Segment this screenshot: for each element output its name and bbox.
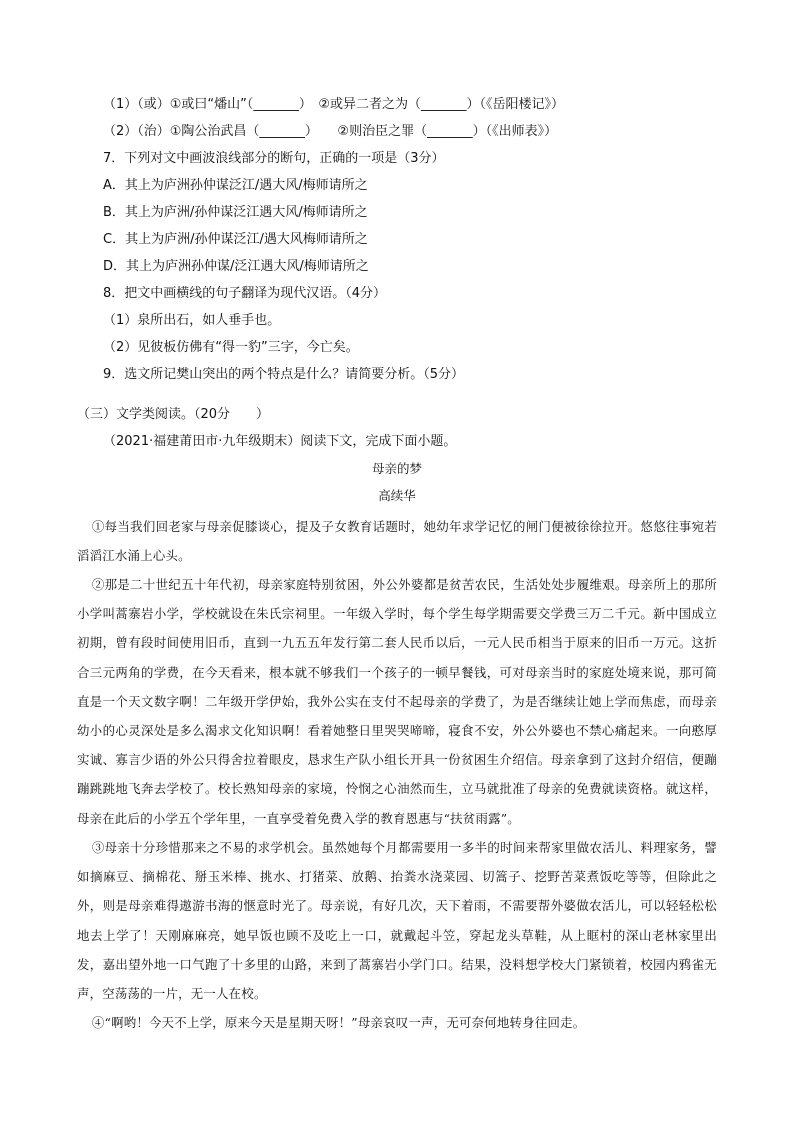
question-8-item-2: （2）见彼板仿佛有“得一豹”三字，今亡矣。 bbox=[103, 340, 359, 355]
question-6-part-2: （2）（治）①陶公治武昌（_______） ②则治臣之罪（_______）（《出师表》） bbox=[103, 124, 558, 139]
section-3-source: （2021·福建莆田市·九年级期末）阅读下文，完成下面小题。 bbox=[103, 434, 457, 449]
article-author: 高续华 bbox=[378, 488, 416, 503]
question-9-stem: 9．选文所记樊山突出的两个特点是什么？请简要分析。（5分） bbox=[103, 367, 465, 382]
article-paragraph-3: ③母亲十分珍惜那来之不易的求学机会。虽然她每个月都需要用一多半的时间来帮家里做农活儿、料理家务，譬如摘麻豆、摘棉花、掰玉米棒、挑水、打猪菜、放鹅、抬粪水浇菜园、切篙子、挖野苦菜煮饭吃等等，但除此之外，则是母亲难得遨游书海的惬意时光了。母亲说，有好几次，天下着雨，不需要帮外婆做农活儿，可以轻轻松松地去上学了！天刚麻麻亮，她早饭也顾不及吃上一口，就戴起斗笠，穿起龙头草鞋，从上眶村的深山老林家里出发，嘉出望外地一口气跑了十多里的山路，来到了蒿寨岩小学门口。结果，没料想学校大门紧锁着，校园内鸦雀无声，空荡荡的一片，无一人在校。 bbox=[77, 840, 717, 1002]
article-paragraph-4: ④“啊哟！今天不上学，原来今天是星期天呀！”母亲哀叹一声，无可奈何地转身往回走。 bbox=[91, 1015, 586, 1030]
question-8-stem: 8．把文中画横线的句子翻译为现代汉语。（4分） bbox=[103, 286, 387, 301]
article-paragraph-1: ①每当我们回老家与母亲促膝谈心，提及子女教育话题时，她幼年求学记忆的闸门便被徐徐拉开。悠悠往事宛若滔滔江水涌上心头。 bbox=[77, 519, 717, 564]
question-7-option-c: C．其上为庐洲/孙仲谋泛江/遇大风梅师请所之 bbox=[103, 232, 368, 247]
question-6-part-1: （1）（或）①或曰“燔山”（_______） ②或异二者之为（_______）（《岳阳楼记》） bbox=[103, 97, 565, 112]
question-7-option-b: B．其上为庐洲/孙仲谋泛江遇大风/梅师请所之 bbox=[103, 205, 368, 220]
question-7-option-a: A．其上为庐洲孙仲谋泛江/遇大风/梅师请所之 bbox=[103, 178, 368, 193]
section-3-heading: （三）文学类阅读。（20分 ） bbox=[77, 407, 270, 422]
question-7-stem: 7．下列对文中画波浪线部分的断句，正确的一项是（3分） bbox=[103, 151, 445, 166]
article-paragraph-2: ②那是二十世纪五十年代初，母亲家庭特别贫困，外公外婆都是贫苦农民，生活处处步履维艰。母亲所上的那所小学叫蒿寨岩小学，学校就设在朱氏宗祠里。一年级入学时，每个学生每学期需要交学费三万二千元。新中国成立初期，曾有段时间使用旧币，直到一九五五年发行第二套人民币以后，一元人民币相当于原来的旧币一万元。这折合三元两角的学费，在今天看来，根本就不够我们一个孩子的一顿早餐钱，可对母亲当时的家庭处境来说，那可简直是一个天文数字啊！二年级开学伊始，我外公实在支付不起母亲的学费了，为是否继续让她上学而焦虑，而母亲幼小的心灵深处是多么渴求文化知识啊！看着她整日里哭哭啼啼，寝食不安，外公外婆也不禁心痛起来。一向憨厚实诚、寡言少语的外公只得舍拉着眼皮，恳求生产队小组长开具一份贫困生介绍信。母亲拿到了这封介绍信，便蹦蹦跳跳地飞奔去学校了。校长熟知母亲的家境，怜悯之心油然而生，立马就批准了母亲的免费就读资格。就这样，母亲在此后的小学五个学年里，一直享受着免费入学的教育恩惠与“扶贫雨露”。 bbox=[77, 577, 717, 826]
article-title: 母亲的梦 bbox=[371, 461, 422, 476]
question-8-item-1: （1）泉所出石，如人垂手也。 bbox=[103, 313, 281, 328]
question-7-option-d: D．其上为庐洲孙仲谋/泛江遇大风/梅师请所之 bbox=[103, 259, 369, 274]
